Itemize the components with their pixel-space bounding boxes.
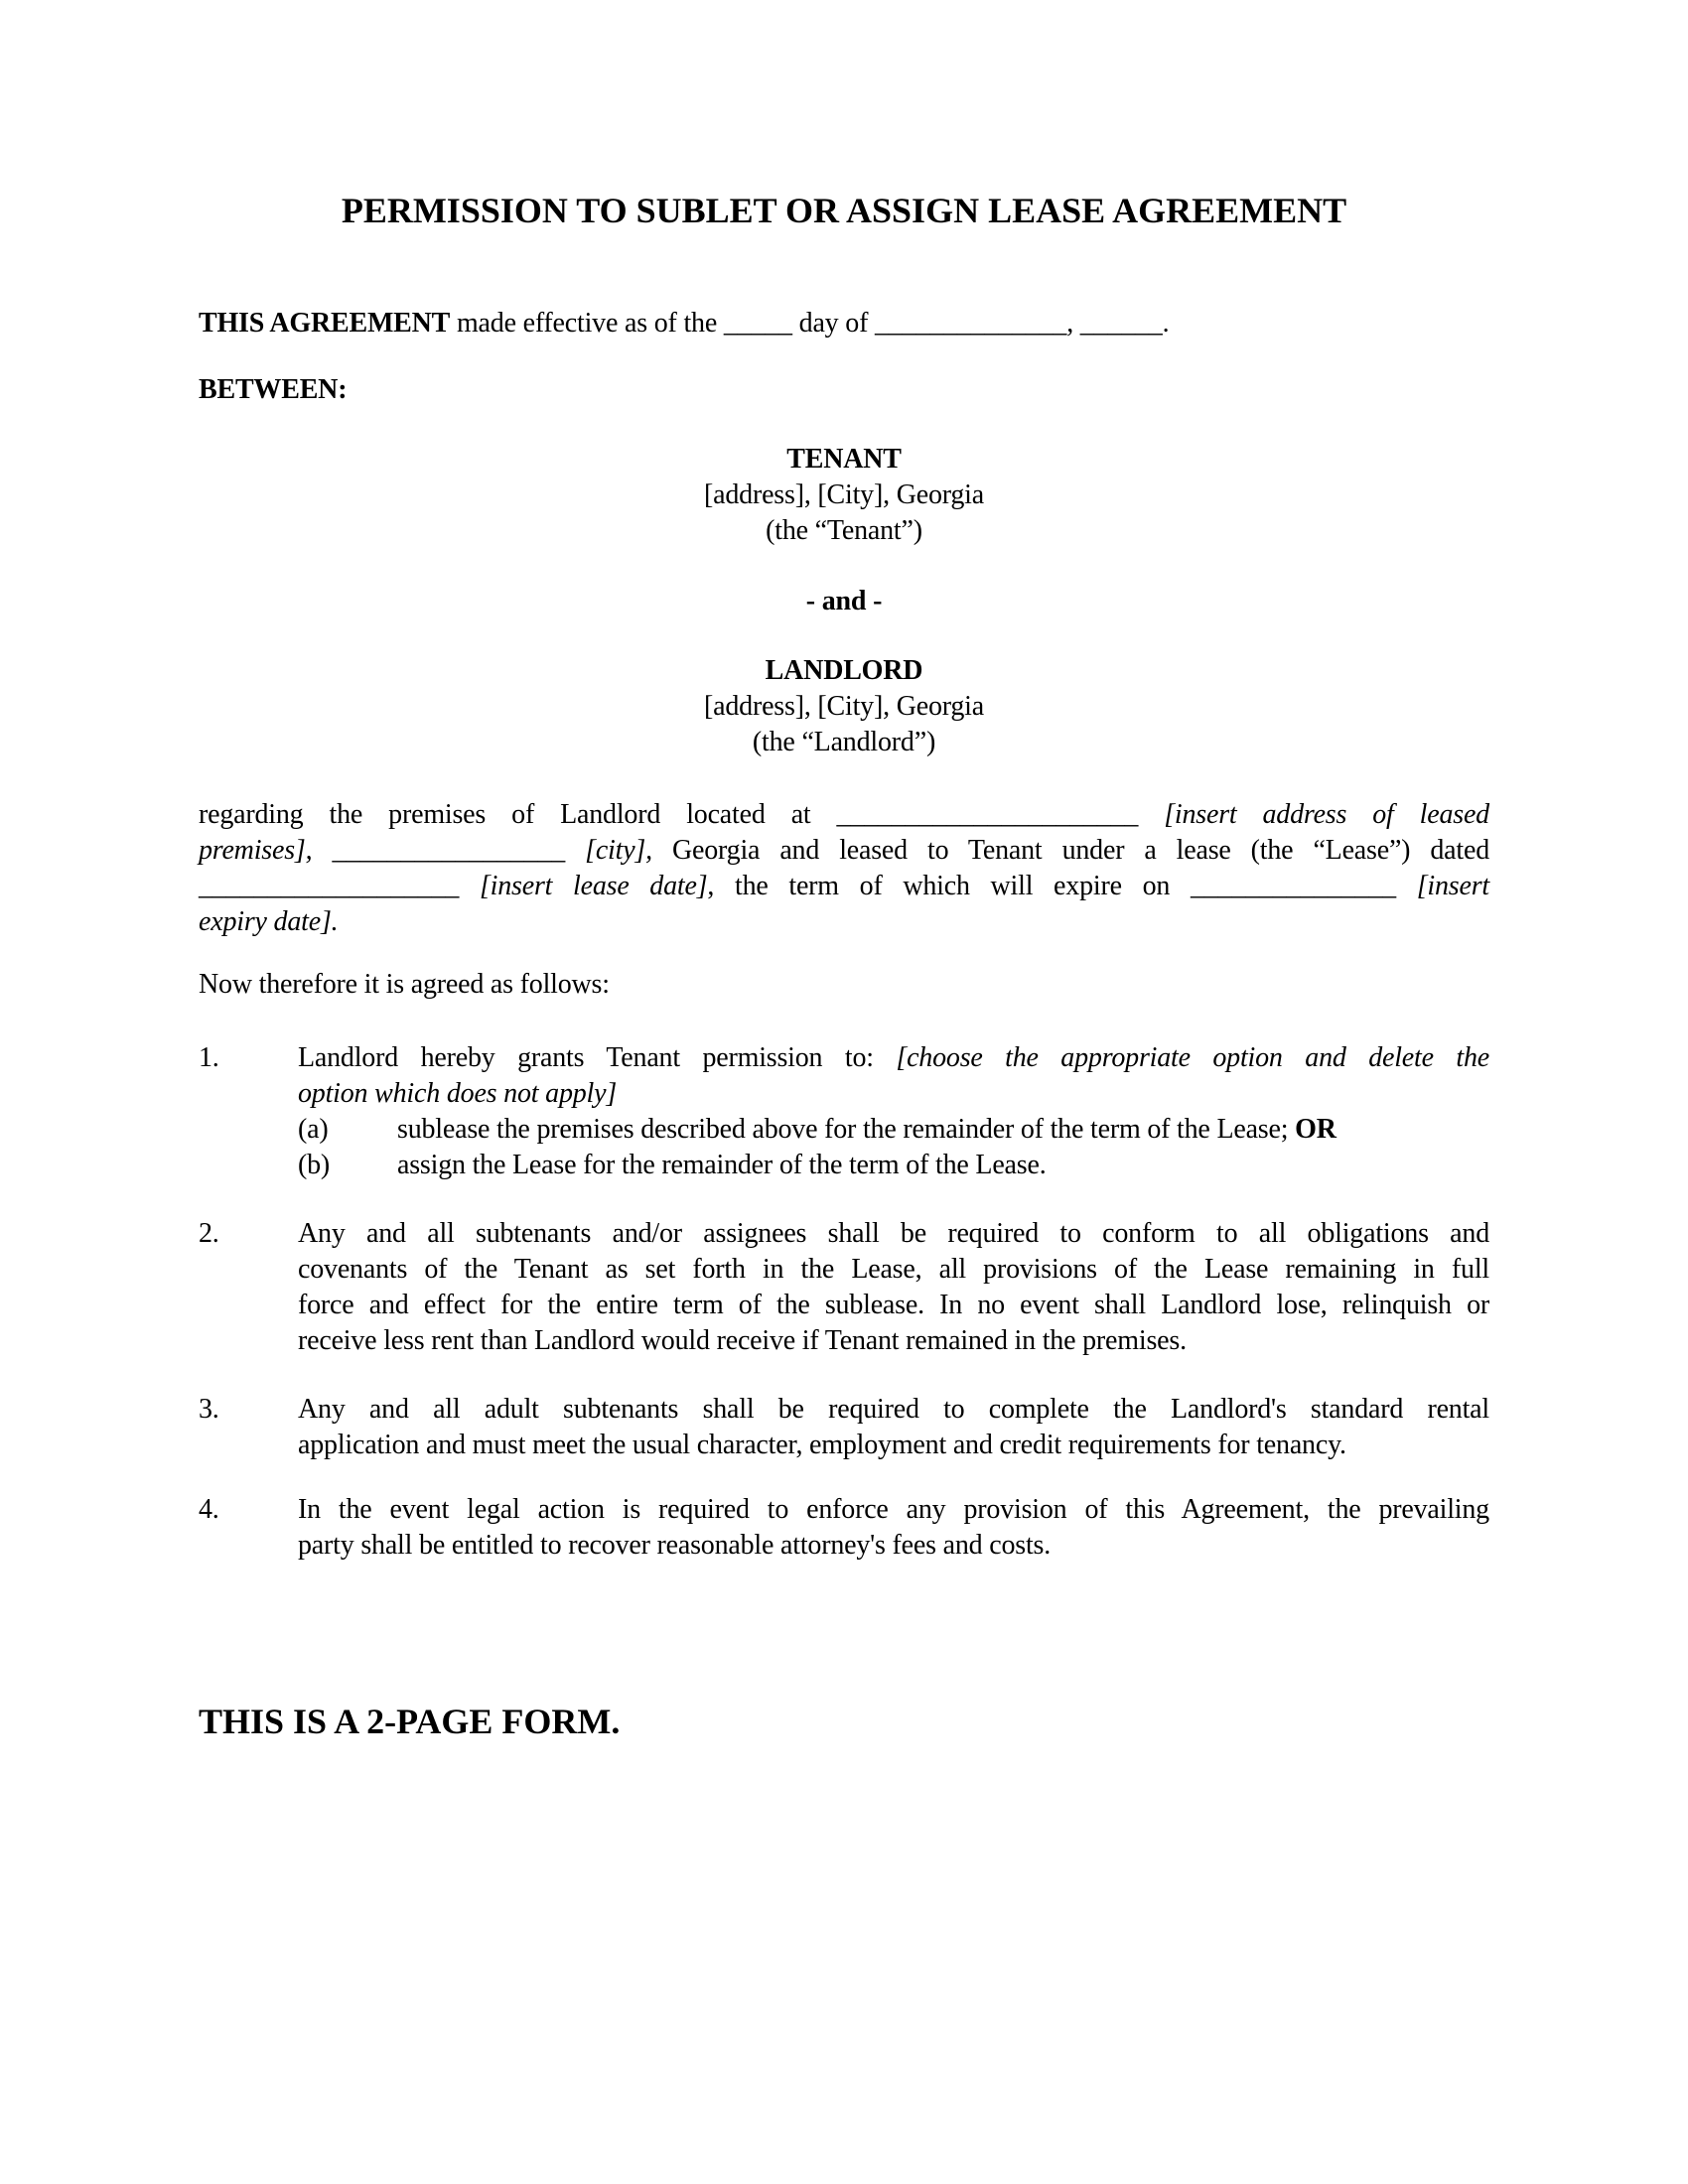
item-4-number: 4.: [199, 1494, 219, 1525]
item-4-line-2: party shall be entitled to recover reasonable attorney's fees and costs.: [298, 1530, 1052, 1561]
item-2-body: [298, 1216, 1489, 1359]
two-page-form-note: THIS IS A 2-PAGE FORM.: [199, 1702, 621, 1741]
item-2-line-1: Any and all subtenants and/or assignees shall be required to conform to all obligations and: [298, 1218, 1489, 1249]
premises-line-2: premises], _________________ [city], Georgia and leased to Tenant under a lease (the “Lease”) dated: [199, 835, 1489, 866]
tenant-address: [address], [City], Georgia: [704, 479, 984, 510]
between-label: BETWEEN:: [199, 374, 348, 405]
tenant-name: TENANT: [786, 444, 902, 475]
item-3-number: 3.: [199, 1394, 219, 1425]
premises-paragraph: [199, 797, 1489, 940]
item-4-body: [298, 1492, 1489, 1564]
item-1-line-1: Landlord hereby grants Tenant permission to: [choose the appropriate option and delete the: [298, 1042, 1489, 1073]
item-1-sub-b: [298, 1148, 1489, 1183]
now-therefore-line: Now therefore it is agreed as follows:: [199, 969, 610, 1000]
item-2-number: 2.: [199, 1218, 219, 1249]
item-2-line-2: covenants of the Tenant as set forth in the Lease, all provisions of the Lease remaining in full: [298, 1254, 1489, 1285]
tenant-alias: (the “Tenant”): [766, 515, 922, 546]
party-block-landlord: [199, 653, 1489, 760]
item-1-sub-a-text: sublease the premises described above for the remainder of the term of the Lease; OR: [397, 1114, 1336, 1145]
page-title: PERMISSION TO SUBLET OR ASSIGN LEASE AGREEMENT: [341, 191, 1347, 230]
item-1-line-2: option which does not apply]: [298, 1078, 618, 1109]
item-4: [199, 1492, 1489, 1564]
item-3-line-2: application and must meet the usual character, employment and credit requirements for tenancy.: [298, 1430, 1346, 1460]
agreement-effective-line: THIS AGREEMENT made effective as of the _____ day of ______________, ______.: [199, 308, 1170, 339]
item-2-line-3: force and effect for the entire term of the sublease. In no event shall Landlord lose, relinquish or: [298, 1290, 1489, 1320]
item-4-line-1: In the event legal action is required to enforce any provision of this Agreement, the prevailing: [298, 1494, 1489, 1525]
premises-line-1: regarding the premises of Landlord located at ______________________ [insert address of leased: [199, 799, 1489, 830]
item-2: [199, 1216, 1489, 1359]
item-1-sub-a: [298, 1112, 1489, 1148]
premises-line-3: ___________________ [insert lease date], the term of which will expire on _______________ [insert: [199, 871, 1489, 901]
item-3: [199, 1392, 1489, 1463]
item-1-sub-b-text: assign the Lease for the remainder of the term of the Lease.: [397, 1150, 1047, 1180]
item-3-line-1: Any and all adult subtenants shall be required to complete the Landlord's standard rental: [298, 1394, 1489, 1425]
item-1-number: 1.: [199, 1042, 219, 1073]
item-2-line-4: receive less rent than Landlord would receive if Tenant remained in the premises.: [298, 1325, 1187, 1356]
landlord-name: LANDLORD: [765, 655, 923, 686]
and-separator: - and -: [805, 586, 883, 616]
item-1: [199, 1040, 1489, 1183]
landlord-alias: (the “Landlord”): [752, 727, 936, 757]
item-1-sub-b-label: (b): [298, 1150, 331, 1180]
party-block-tenant: [199, 442, 1489, 549]
item-1-body: [298, 1040, 1489, 1183]
item-1-sub-a-label: (a): [298, 1114, 329, 1145]
premises-line-4: expiry date].: [199, 906, 339, 937]
landlord-address: [address], [City], Georgia: [704, 691, 984, 722]
item-3-body: [298, 1392, 1489, 1463]
